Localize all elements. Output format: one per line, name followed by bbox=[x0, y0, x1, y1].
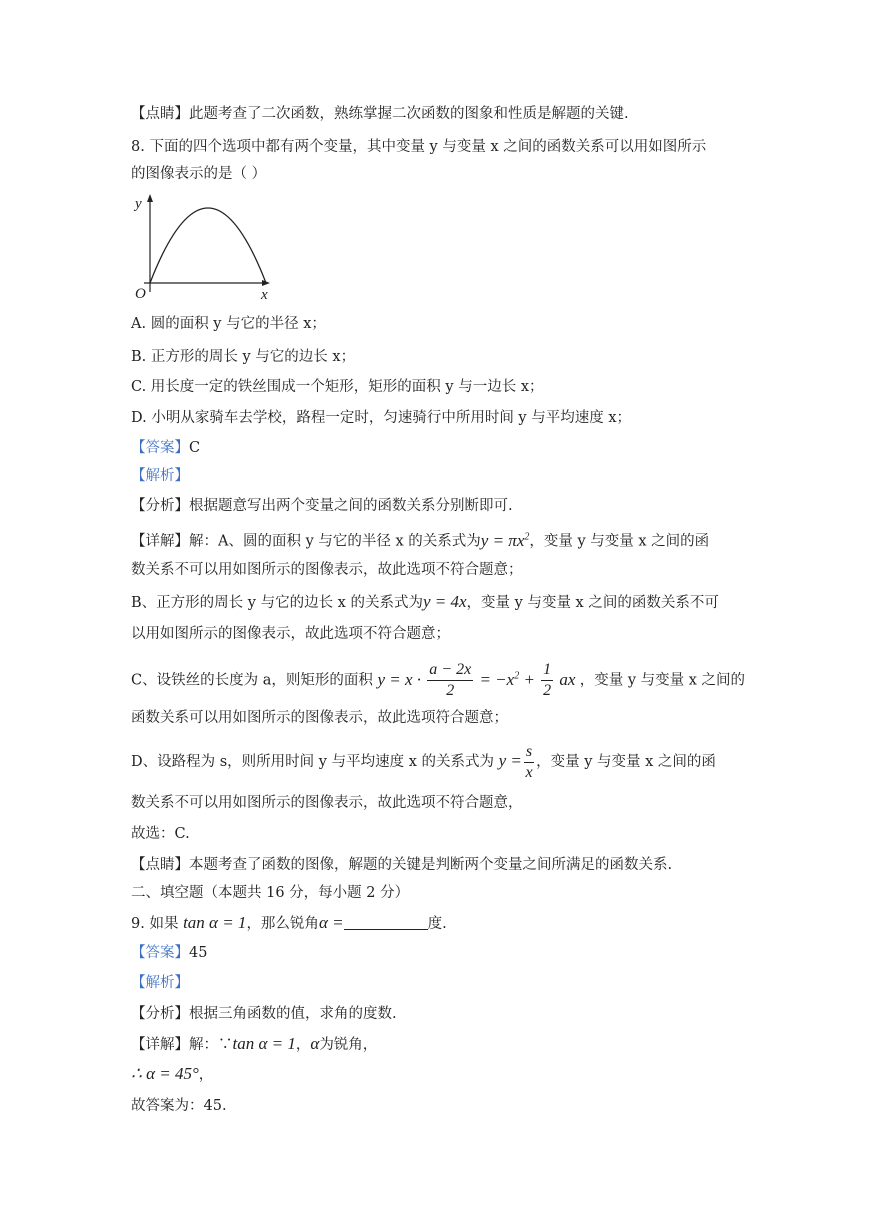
formula-d-lhs: y = bbox=[498, 751, 522, 770]
text: 【详解】解：A、圆的面积 y 与它的半径 x 的关系式为 bbox=[131, 533, 481, 550]
answer-8 bbox=[131, 438, 200, 458]
answer-blank bbox=[344, 915, 428, 930]
fraction-d bbox=[524, 742, 534, 783]
fraction-c1-den: 2 bbox=[446, 682, 455, 700]
text: 【详解】解：∵ bbox=[131, 1037, 233, 1053]
formula-c-mid: = −x bbox=[479, 669, 515, 689]
analysis-tag-9: 【解析】 bbox=[131, 975, 189, 991]
analysis-tag-8: 【解析】 bbox=[131, 468, 189, 484]
formula-c-tail: ax bbox=[559, 669, 576, 689]
formula-c-plus: + bbox=[523, 669, 535, 689]
xiangjie-c-line2: 函数关系可以用如图所示的图像表示，故此选项符合题意； bbox=[131, 710, 508, 726]
question-8-line1: 8. 下面的四个选项中都有两个变量，其中变量 y 与变量 x 之间的函数关系可以用如图所示 bbox=[131, 139, 707, 155]
y-axis-label: y bbox=[135, 196, 142, 212]
text: ，变量 y 与变量 x 之间的函 bbox=[536, 754, 716, 770]
xiangjie-a-line1 bbox=[131, 527, 709, 552]
parabola-graph bbox=[128, 192, 278, 304]
formula-a bbox=[481, 531, 530, 550]
text: 9. 如果 bbox=[131, 916, 179, 932]
formula-c-lhs: y = x · bbox=[377, 669, 422, 689]
fraction-c1 bbox=[427, 660, 473, 701]
formula-d bbox=[498, 742, 537, 781]
xiangjie-d-line1 bbox=[131, 739, 716, 784]
question-8-line2: 的图像表示的是（ ） bbox=[131, 166, 267, 182]
formula-c-sup: 2 bbox=[514, 670, 520, 681]
text: ，变量 y 与变量 x 之间的 bbox=[579, 672, 746, 689]
answer-tag: 【答案】 bbox=[131, 440, 189, 456]
text: 度. bbox=[427, 916, 447, 932]
option-c: C. 用长度一定的铁丝围成一个矩形，矩形的面积 y 与一边长 x； bbox=[131, 379, 544, 395]
parabola-curve bbox=[150, 208, 266, 283]
formula-q9: tan α = 1 bbox=[183, 913, 247, 932]
comma: ， bbox=[295, 1037, 311, 1053]
fraction-d-num: s bbox=[524, 742, 534, 763]
x-axis-label: x bbox=[261, 287, 268, 303]
text: ，变量 y 与变量 x 之间的函数关系不可 bbox=[466, 595, 719, 611]
text: ， bbox=[198, 1067, 214, 1083]
formula-xj9-result: ∴ α = 45° bbox=[131, 1064, 199, 1083]
option-a: A. 圆的面积 y 与它的半径 x； bbox=[131, 316, 326, 332]
text: ，那么锐角 bbox=[246, 916, 319, 932]
text: D、设路程为 s，则所用时间 y 与平均速度 x 的关系式为 bbox=[131, 754, 494, 770]
question-9 bbox=[131, 913, 447, 934]
text: ，变量 y 与变量 x 之间的函 bbox=[529, 533, 710, 550]
fraction-c2-num: 1 bbox=[541, 660, 553, 681]
xiangjie-9-line1 bbox=[131, 1034, 377, 1055]
y-axis-arrow bbox=[147, 194, 153, 202]
text: 为锐角， bbox=[319, 1037, 378, 1053]
xiangjie-c-line1 bbox=[131, 654, 745, 703]
text: C、设铁丝的长度为 a，则矩形的面积 bbox=[131, 672, 373, 689]
text: B、正方形的周长 y 与它的边长 x 的关系式为 bbox=[131, 595, 423, 611]
formula-a-body: y = πx bbox=[480, 530, 525, 550]
answer-tag: 【答案】 bbox=[131, 945, 189, 961]
answer-9 bbox=[131, 943, 207, 963]
fraction-c2-den: 2 bbox=[543, 682, 552, 700]
fraction-c2 bbox=[541, 660, 553, 701]
origin-label: O bbox=[135, 286, 146, 302]
fraction-d-den: x bbox=[525, 763, 533, 781]
section-2-title: 二、填空题（本题共 16 分，每小题 2 分） bbox=[131, 885, 410, 901]
dianjing-8: 【点睛】本题考查了函数的图像，解题的关键是判断两个变量之间所满足的函数关系. bbox=[131, 857, 673, 873]
alpha-q9: α = bbox=[318, 913, 344, 932]
formula-a-sup: 2 bbox=[524, 531, 530, 542]
alpha-xj9: α bbox=[310, 1034, 320, 1053]
daan-9: 故答案为：45. bbox=[131, 1098, 227, 1114]
fraction-c1-num: a − 2x bbox=[427, 660, 473, 681]
formula-xj9: tan α = 1 bbox=[232, 1034, 296, 1053]
xiangjie-d-line2: 数关系不可以用如图所示的图像表示，故此选项不符合题意， bbox=[131, 795, 523, 811]
formula-c bbox=[377, 661, 579, 700]
dianjing-prev: 【点睛】此题考查了二次函数，熟练掌握二次函数的图象和性质是解题的关键. bbox=[131, 106, 629, 122]
answer-value: C bbox=[189, 440, 201, 456]
formula-b: y = 4x bbox=[422, 592, 467, 611]
option-b: B. 正方形的周长 y 与它的边长 x； bbox=[131, 349, 356, 365]
fenxi-9: 【分析】根据三角函数的值，求角的度数. bbox=[131, 1006, 397, 1022]
xiangjie-b-line1 bbox=[131, 592, 719, 613]
xiangjie-b-line2: 以用如图所示的图像表示，故此选项不符合题意； bbox=[131, 626, 450, 642]
guxuan-8: 故选：C. bbox=[131, 826, 190, 842]
fenxi-8: 【分析】根据题意写出两个变量之间的函数关系分别断即可. bbox=[131, 498, 513, 514]
xiangjie-a-line2: 数关系不可以用如图所示的图像表示，故此选项不符合题意； bbox=[131, 562, 523, 578]
answer-value: 45 bbox=[189, 945, 208, 961]
option-d: D. 小明从家骑车去学校，路程一定时，匀速骑行中所用时间 y 与平均速度 x； bbox=[131, 410, 632, 426]
xiangjie-9-line2 bbox=[131, 1064, 213, 1085]
